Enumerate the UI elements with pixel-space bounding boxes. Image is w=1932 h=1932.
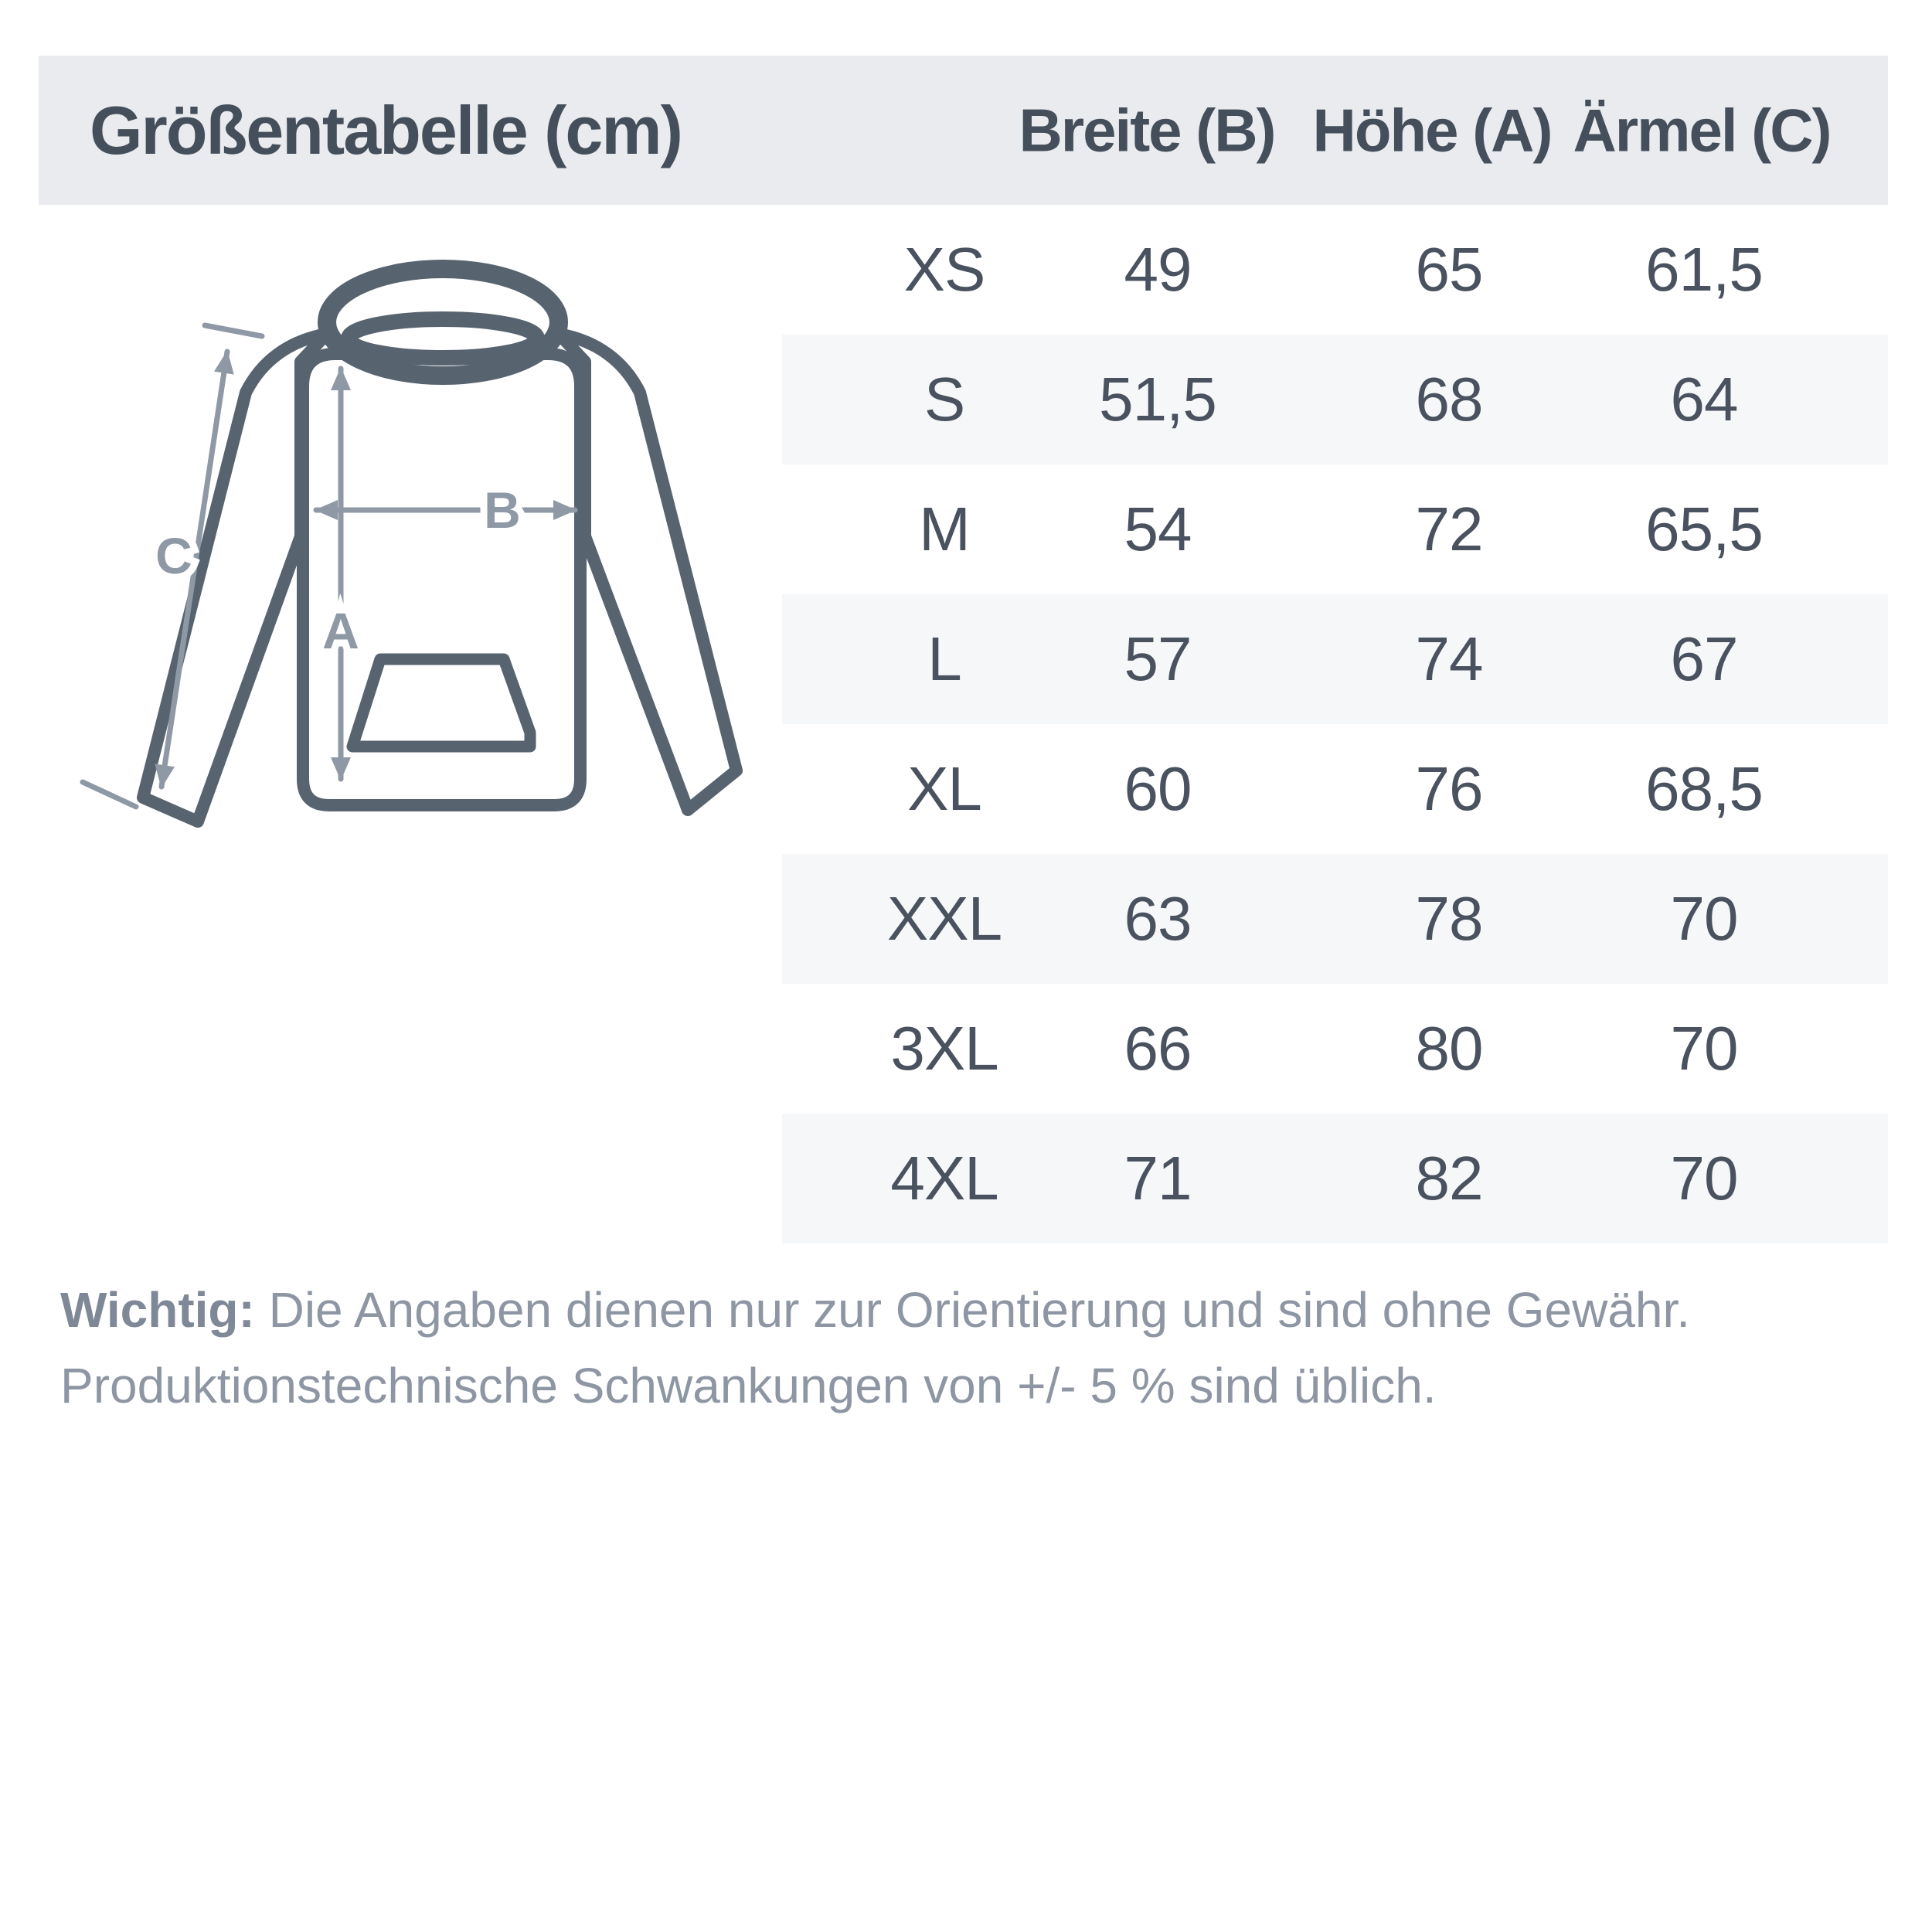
hoehe-value: 65 <box>1415 235 1483 304</box>
hoehe-value: 82 <box>1415 1144 1483 1213</box>
disclaimer-label: Wichtig: <box>60 1282 255 1338</box>
dimension-tick-bottom <box>83 782 136 807</box>
height-label: A <box>322 602 359 659</box>
breite-value: 66 <box>1124 1014 1192 1083</box>
table-row <box>782 724 1888 854</box>
hoehe-value: 76 <box>1415 754 1483 823</box>
breite-value: 71 <box>1124 1144 1192 1213</box>
size-label: M <box>919 495 970 563</box>
size-label: L <box>927 624 961 693</box>
aermel-value: 65,5 <box>1645 495 1763 563</box>
aermel-value: 70 <box>1670 1014 1738 1083</box>
hoehe-value: 80 <box>1415 1014 1483 1083</box>
disclaimer-line-1: Wichtig: Die Angaben dienen nur zur Orientierung und sind ohne Gewähr. <box>60 1282 1691 1338</box>
size-label: 3XL <box>890 1014 998 1083</box>
table-row <box>782 205 1888 335</box>
column-header-hoehe: Höhe (A) <box>1312 96 1552 164</box>
size-label: XL <box>907 754 981 823</box>
aermel-value: 64 <box>1670 365 1738 434</box>
hoehe-value: 74 <box>1415 624 1483 693</box>
breite-value: 60 <box>1124 754 1192 823</box>
size-label: S <box>923 365 965 434</box>
size-label: 4XL <box>890 1144 998 1213</box>
table-row <box>782 335 1888 464</box>
breite-value: 54 <box>1124 495 1192 563</box>
hoehe-value: 72 <box>1415 495 1483 563</box>
table-row <box>782 984 1888 1114</box>
kangaroo-pocket <box>352 659 530 747</box>
column-header-aermel: Ärmel (C) <box>1573 96 1831 164</box>
table-row <box>782 594 1888 724</box>
table-row <box>782 464 1888 594</box>
column-header-breite: Breite (B) <box>1019 96 1275 164</box>
dimension-tick-top <box>205 325 262 336</box>
aermel-value: 61,5 <box>1645 235 1763 304</box>
disclaimer-note <box>60 1272 1869 1423</box>
hoodie-hood <box>327 269 559 376</box>
breite-value: 51,5 <box>1099 365 1216 434</box>
size-label: XS <box>903 235 985 304</box>
aermel-value: 70 <box>1670 884 1738 953</box>
aermel-value: 68,5 <box>1645 754 1763 823</box>
breite-value: 63 <box>1124 884 1192 953</box>
aermel-value: 67 <box>1670 624 1738 693</box>
sleeve-label: C <box>155 527 192 584</box>
size-label: XXL <box>886 884 1002 953</box>
breite-value: 49 <box>1124 235 1192 304</box>
page-title: Größentabelle (cm) <box>90 91 682 168</box>
width-label: B <box>484 481 521 539</box>
aermel-value: 70 <box>1670 1144 1738 1213</box>
hood-inner-ring <box>349 319 537 358</box>
hoehe-value: 68 <box>1415 365 1483 434</box>
table-row <box>782 1114 1888 1243</box>
disclaimer-line-2: Produktionstechnische Schwankungen von +/- 5 % sind üblich. <box>60 1358 1437 1413</box>
table-row <box>782 854 1888 984</box>
hoehe-value: 78 <box>1415 884 1483 953</box>
breite-value: 57 <box>1124 624 1192 693</box>
